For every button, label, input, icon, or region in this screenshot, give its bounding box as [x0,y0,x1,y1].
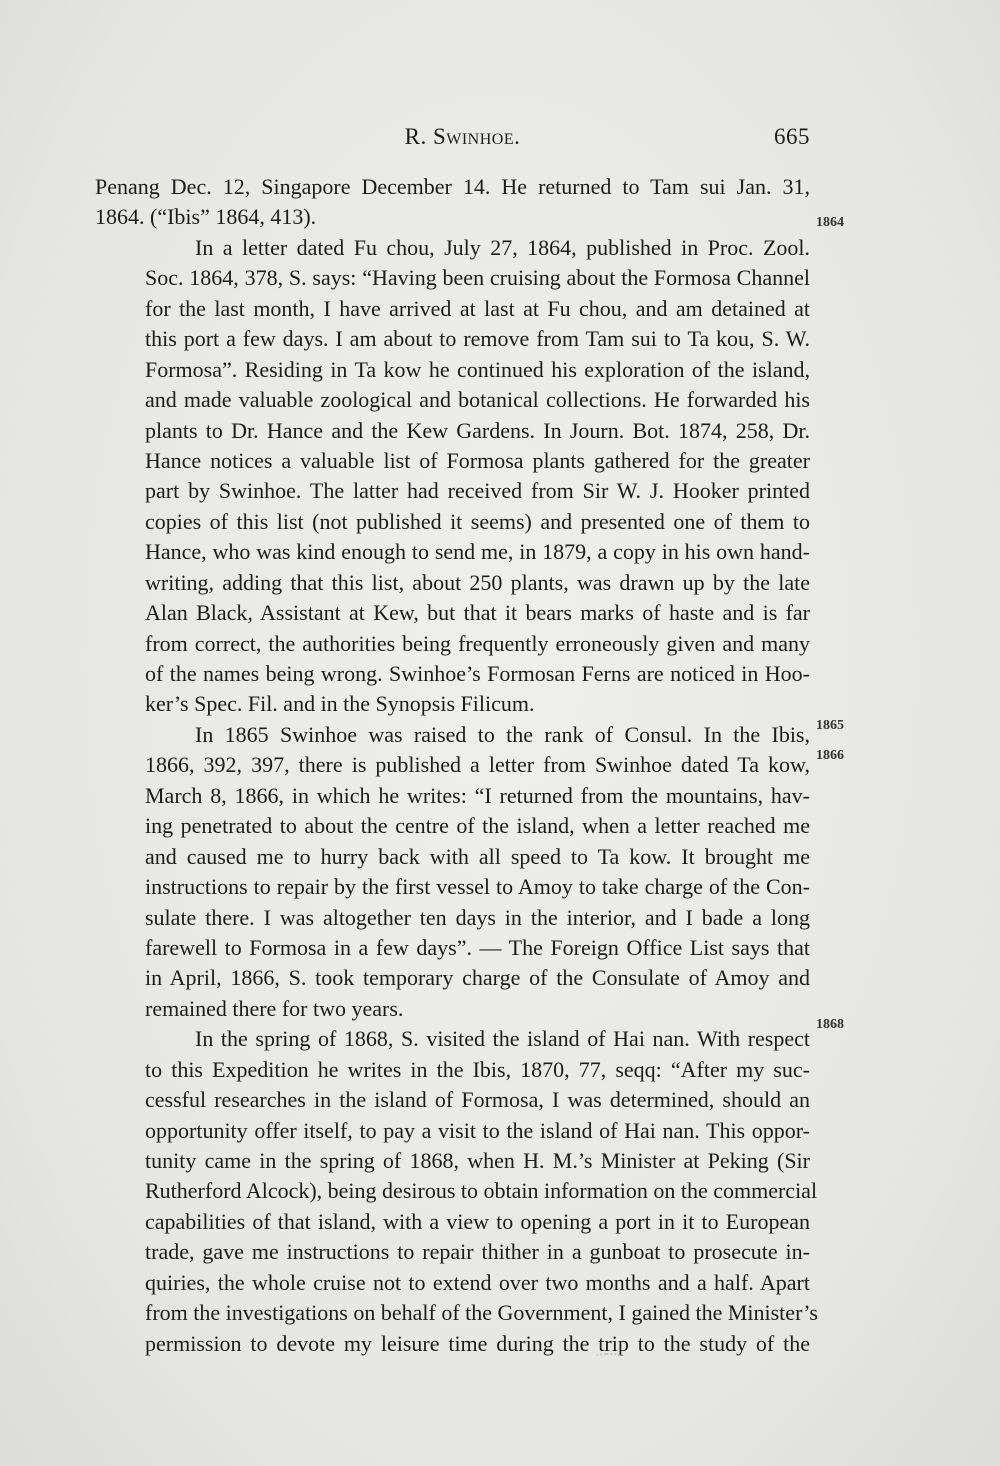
text-line: of the names being wrong. Swinhoe’s Formosan Ferns are noticed in Hoo- [145,661,810,686]
text-line: and caused me to hurry back with all speed to Ta kow. It brought me [145,843,810,869]
text-line: capabilities of that island, with a view to opening a port in it to European [145,1208,810,1234]
text-line: In 1865 Swinhoe was raised to the rank of Consul. In the Ibis, [195,721,810,747]
margin-year-note: 1868 [816,1017,844,1032]
text-line: Rutherford Alcock), being desirous to obtain information on the commercial [145,1178,818,1204]
text-line: opportunity offer itself, to pay a visit to the island of Hai nan. This oppor- [145,1117,810,1143]
text-line: from correct, the authorities being frequently erroneously given and many [145,630,810,656]
text-line: trade, gave me instructions to repair thither in a gunboat to prosecute in- [145,1239,810,1265]
body-text [95,172,818,1359]
text-line: Soc. 1864, 378, S. says: “Having been cruising about the Formosa Channel [145,265,810,291]
text-line: ker’s Spec. Fil. and in the Synopsis Filicum. [145,691,535,717]
text-line: this port a few days. I am about to remove from Tam sui to Ta kou, S. W. [145,326,810,352]
page-number: 665 [774,124,810,149]
text-line: remained there for two years. [145,995,404,1021]
paragraph [95,720,810,1024]
text-line: cessful researches in the island of Formosa, I was determined, should an [145,1087,810,1113]
ink-smudge [596,1353,622,1361]
text-line: ing penetrated to about the centre of the island, when a letter reached me [145,813,810,839]
text-line: 1864. (“Ibis” 1864, 413). [95,204,317,230]
text-line: part by Swinhoe. The latter had received from Sir W. J. Hooker printed [145,478,810,504]
text-line: to this Expedition he writes in the Ibis, 1870, 77, seqq: “After my suc- [145,1056,810,1082]
paragraph [95,172,810,233]
text-line: plants to Dr. Hance and the Kew Gardens. In Journ. Bot. 1874, 258, Dr. [145,417,810,443]
text-line: tunity came in the spring of 1868, when H. M.’s Minister at Peking (Sir [145,1148,810,1173]
text-line: quiries, the whole cruise not to extend over two months and a half. Apart [145,1269,810,1295]
text-line: Alan Black, Assistant at Kew, but that it bears marks of haste and is far [145,600,810,626]
margin-year-note: 1864 [816,215,844,230]
text-line: 1866, 392, 397, there is published a letter from Swinhoe dated Ta kow, [145,752,810,778]
text-line: Penang Dec. 12, Singapore December 14. He returned to Tam sui Jan. 31, [95,174,810,199]
text-line: copies of this list (not published it seems) and presented one of them to [145,508,810,534]
text-line: Formosa”. Residing in Ta kow he continued his exploration of the island, [145,356,810,382]
text-line: instructions to repair by the first vessel to Amoy to take charge of the Con- [145,874,810,900]
paragraph [95,233,810,720]
running-title: R. Swinhoe. [404,124,521,149]
text-line: In a letter dated Fu chou, July 27, 1864, published in Proc. Zool. [195,234,810,260]
text-line: for the last month, I have arrived at last at Fu chou, and am detained at [145,295,810,321]
text-line: Hance, who was kind enough to send me, in 1879, a copy in his own hand- [145,539,810,565]
text-line: March 8, 1866, in which he writes: “I returned from the mountains, hav- [145,782,810,808]
text-line: writing, adding that this list, about 250 plants, was drawn up by the late [145,569,810,595]
text-line: in April, 1866, S. took temporary charge of the Consulate of Amoy and [145,965,810,991]
text-line: from the investigations on behalf of the Government, I gained the Minister’s [145,1300,818,1326]
margin-year-note: 1866 [816,748,844,763]
text-line: permission to devote my leisure time during the trip to the study of the [145,1330,810,1356]
text-line: In the spring of 1868, S. visited the island of Hai nan. With respect [195,1026,810,1052]
text-line: and made valuable zoological and botanical collections. He forwarded his [145,387,810,413]
margin-year-note: 1865 [816,718,844,733]
text-line: Hance notices a valuable list of Formosa plants gathered for the greater [145,447,810,473]
running-head [95,124,810,158]
paragraph [95,1024,818,1359]
text-line: sulate there. I was altogether ten days in the interior, and I bade a long [145,904,810,930]
text-line: farewell to Formosa in a few days”. — The Foreign Office List says that [145,934,810,960]
